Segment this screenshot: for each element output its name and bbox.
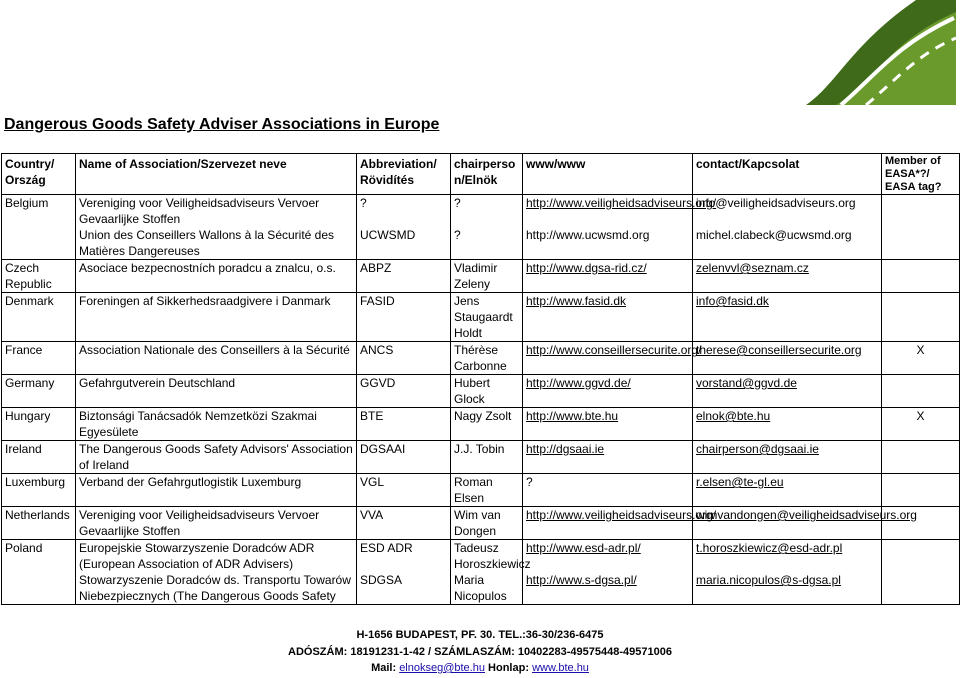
table-row (2, 408, 960, 441)
table-row (2, 572, 960, 605)
footer-address: H-1656 BUDAPEST, PF. 30. TEL.:36-30/236-6475 (356, 629, 604, 641)
page-title: Dangerous Goods Safety Adviser Associations in Europe (4, 116, 440, 133)
cell-name: Vereniging voor Veiligheidsadviseurs Vervoer Gevaarlijke Stoffen (76, 507, 357, 540)
cell-contact[interactable]: maria.nicopulos@s-dgsa.pl (693, 572, 882, 605)
cell-www-link[interactable]: http://www.ucwsmd.org (523, 227, 693, 260)
cell-country: Denmark (2, 293, 76, 342)
table-row (2, 474, 960, 507)
cell-contact[interactable]: info@fasid.dk (693, 293, 882, 342)
cell-country: Belgium (2, 195, 76, 228)
cell-www-link[interactable]: http://www.veiligheidsadviseurs.org/ (523, 195, 693, 228)
cell-www-link[interactable]: http://www.bte.hu (523, 408, 693, 441)
cell-abbr: ESD ADR (357, 540, 451, 573)
cell-chair: Hubert Glock (451, 375, 523, 408)
cell-member: X (882, 408, 960, 441)
table-row (2, 375, 960, 408)
cell-name: Foreningen af Sikkerhedsraadgivere i Danmark (76, 293, 357, 342)
cell-name: Association Nationale des Conseillers à la Sécurité (76, 342, 357, 375)
table-row (2, 540, 960, 573)
cell-member (882, 260, 960, 293)
cell-www-link[interactable]: http://www.veiligheidsadviseurs.org/ (523, 507, 693, 540)
cell-www-link[interactable]: http://www.ggvd.de/ (523, 375, 693, 408)
cell-www-link[interactable]: http://www.conseillersecurite.org/ (523, 342, 693, 375)
col-member: Member of EASA*?/ EASA tag? (882, 154, 960, 195)
cell-contact[interactable]: t.horoszkiewicz@esd-adr.pl (693, 540, 882, 573)
cell-member (882, 375, 960, 408)
cell-name: Biztonsági Tanácsadók Nemzetközi Szakmai Egyesülete (76, 408, 357, 441)
col-www: www/www (523, 154, 693, 195)
cell-country: Luxemburg (2, 474, 76, 507)
cell-member (882, 540, 960, 573)
cell-name: Gefahrgutverein Deutschland (76, 375, 357, 408)
table-row (2, 342, 960, 375)
cell-www-link[interactable]: http://www.esd-adr.pl/ (523, 540, 693, 573)
footer-web-link[interactable]: www.bte.hu (532, 662, 589, 674)
col-abbr: Abbreviation/ Rövidítés (357, 154, 451, 195)
table-row (2, 507, 960, 540)
cell-member: X (882, 342, 960, 375)
cell-chair: Maria Nicopulos (451, 572, 523, 605)
cell-www-link[interactable]: http://www.fasid.dk (523, 293, 693, 342)
cell-contact[interactable]: vorstand@ggvd.de (693, 375, 882, 408)
cell-chair: ? (451, 227, 523, 260)
col-name: Name of Association/Szervezet neve (76, 154, 357, 195)
road-logo (796, 0, 956, 105)
col-chair: chairperso n/Elnök (451, 154, 523, 195)
cell-abbr: GGVD (357, 375, 451, 408)
associations-table (1, 153, 960, 605)
cell-chair: Vladimir Zeleny (451, 260, 523, 293)
cell-member (882, 572, 960, 605)
cell-www-link[interactable]: http://www.dgsa-rid.cz/ (523, 260, 693, 293)
cell-www-link[interactable]: http://dgsaai.ie (523, 441, 693, 474)
cell-chair: Jens Staugaardt Holdt (451, 293, 523, 342)
cell-name: Asociace bezpecnostních poradcu a znalcu, o.s. (76, 260, 357, 293)
cell-contact[interactable]: wimvandongen@veiligheidsadviseurs.org (693, 507, 882, 540)
cell-abbr: DGSAAI (357, 441, 451, 474)
cell-name: Union des Conseillers Wallons à la Sécurité des Matières Dangereuses (76, 227, 357, 260)
col-country: Country/ Ország (2, 154, 76, 195)
cell-www-link[interactable]: http://www.s-dgsa.pl/ (523, 572, 693, 605)
cell-contact[interactable]: elnok@bte.hu (693, 408, 882, 441)
footer-tax: ADÓSZÁM: 18191231-1-42 / SZÁMLASZÁM: 10402283-49575448-49571006 (288, 646, 672, 658)
cell-member (882, 441, 960, 474)
cell-abbr: UCWSMD (357, 227, 451, 260)
cell-contact[interactable]: therese@conseillersecurite.org (693, 342, 882, 375)
cell-contact: michel.clabeck@ucwsmd.org (693, 227, 882, 260)
cell-contact[interactable]: zelenvvl@seznam.cz (693, 260, 882, 293)
cell-abbr: VVA (357, 507, 451, 540)
table-row (2, 260, 960, 293)
cell-abbr: BTE (357, 408, 451, 441)
cell-country: France (2, 342, 76, 375)
cell-contact[interactable]: chairperson@dgsaai.ie (693, 441, 882, 474)
table-row (2, 293, 960, 342)
cell-name: Stowarzyszenie Doradców ds. Transportu Towarów Niebezpiecznych (The Dangerous Goods Safety (76, 572, 357, 605)
footer-mail-link[interactable]: elnokseg@bte.hu (399, 662, 485, 674)
cell-abbr: ABPZ (357, 260, 451, 293)
cell-contact: info@veiligheidsadviseurs.org (693, 195, 882, 228)
footer-mail-label: Mail: (371, 662, 397, 674)
cell-name: Verband der Gefahrgutlogistik Luxemburg (76, 474, 357, 507)
cell-country: Netherlands (2, 507, 76, 540)
table-row (2, 195, 960, 228)
cell-abbr: SDGSA (357, 572, 451, 605)
cell-member (882, 293, 960, 342)
cell-member (882, 195, 960, 228)
cell-name: Europejskie Stowarzyszenie Doradców ADR (European Association of ADR Advisers) (76, 540, 357, 573)
cell-country: Germany (2, 375, 76, 408)
cell-chair: ? (451, 195, 523, 228)
table-row (2, 227, 960, 260)
cell-country: Ireland (2, 441, 76, 474)
cell-chair: Thérèse Carbonne (451, 342, 523, 375)
cell-country (2, 572, 76, 605)
col-contact: contact/Kapcsolat (693, 154, 882, 195)
cell-abbr: VGL (357, 474, 451, 507)
cell-abbr: FASID (357, 293, 451, 342)
cell-chair: Tadeusz Horoszkiewicz (451, 540, 523, 573)
cell-chair: J.J. Tobin (451, 441, 523, 474)
cell-country: Czech Republic (2, 260, 76, 293)
cell-abbr: ? (357, 195, 451, 228)
cell-member (882, 227, 960, 260)
cell-name: Vereniging voor Veiligheidsadviseurs Vervoer Gevaarlijke Stoffen (76, 195, 357, 228)
cell-contact[interactable]: r.elsen@te-gl.eu (693, 474, 882, 507)
table-header (2, 154, 960, 195)
footer-web-label: Honlap: (488, 662, 529, 674)
cell-www: ? (523, 474, 693, 507)
cell-chair: Roman Elsen (451, 474, 523, 507)
cell-chair: Wim van Dongen (451, 507, 523, 540)
cell-abbr: ANCS (357, 342, 451, 375)
cell-member (882, 474, 960, 507)
cell-country (2, 227, 76, 260)
table-row (2, 441, 960, 474)
cell-country: Poland (2, 540, 76, 573)
cell-country: Hungary (2, 408, 76, 441)
cell-name: The Dangerous Goods Safety Advisors' Association of Ireland (76, 441, 357, 474)
cell-chair: Nagy Zsolt (451, 408, 523, 441)
footer-contact (0, 662, 960, 674)
